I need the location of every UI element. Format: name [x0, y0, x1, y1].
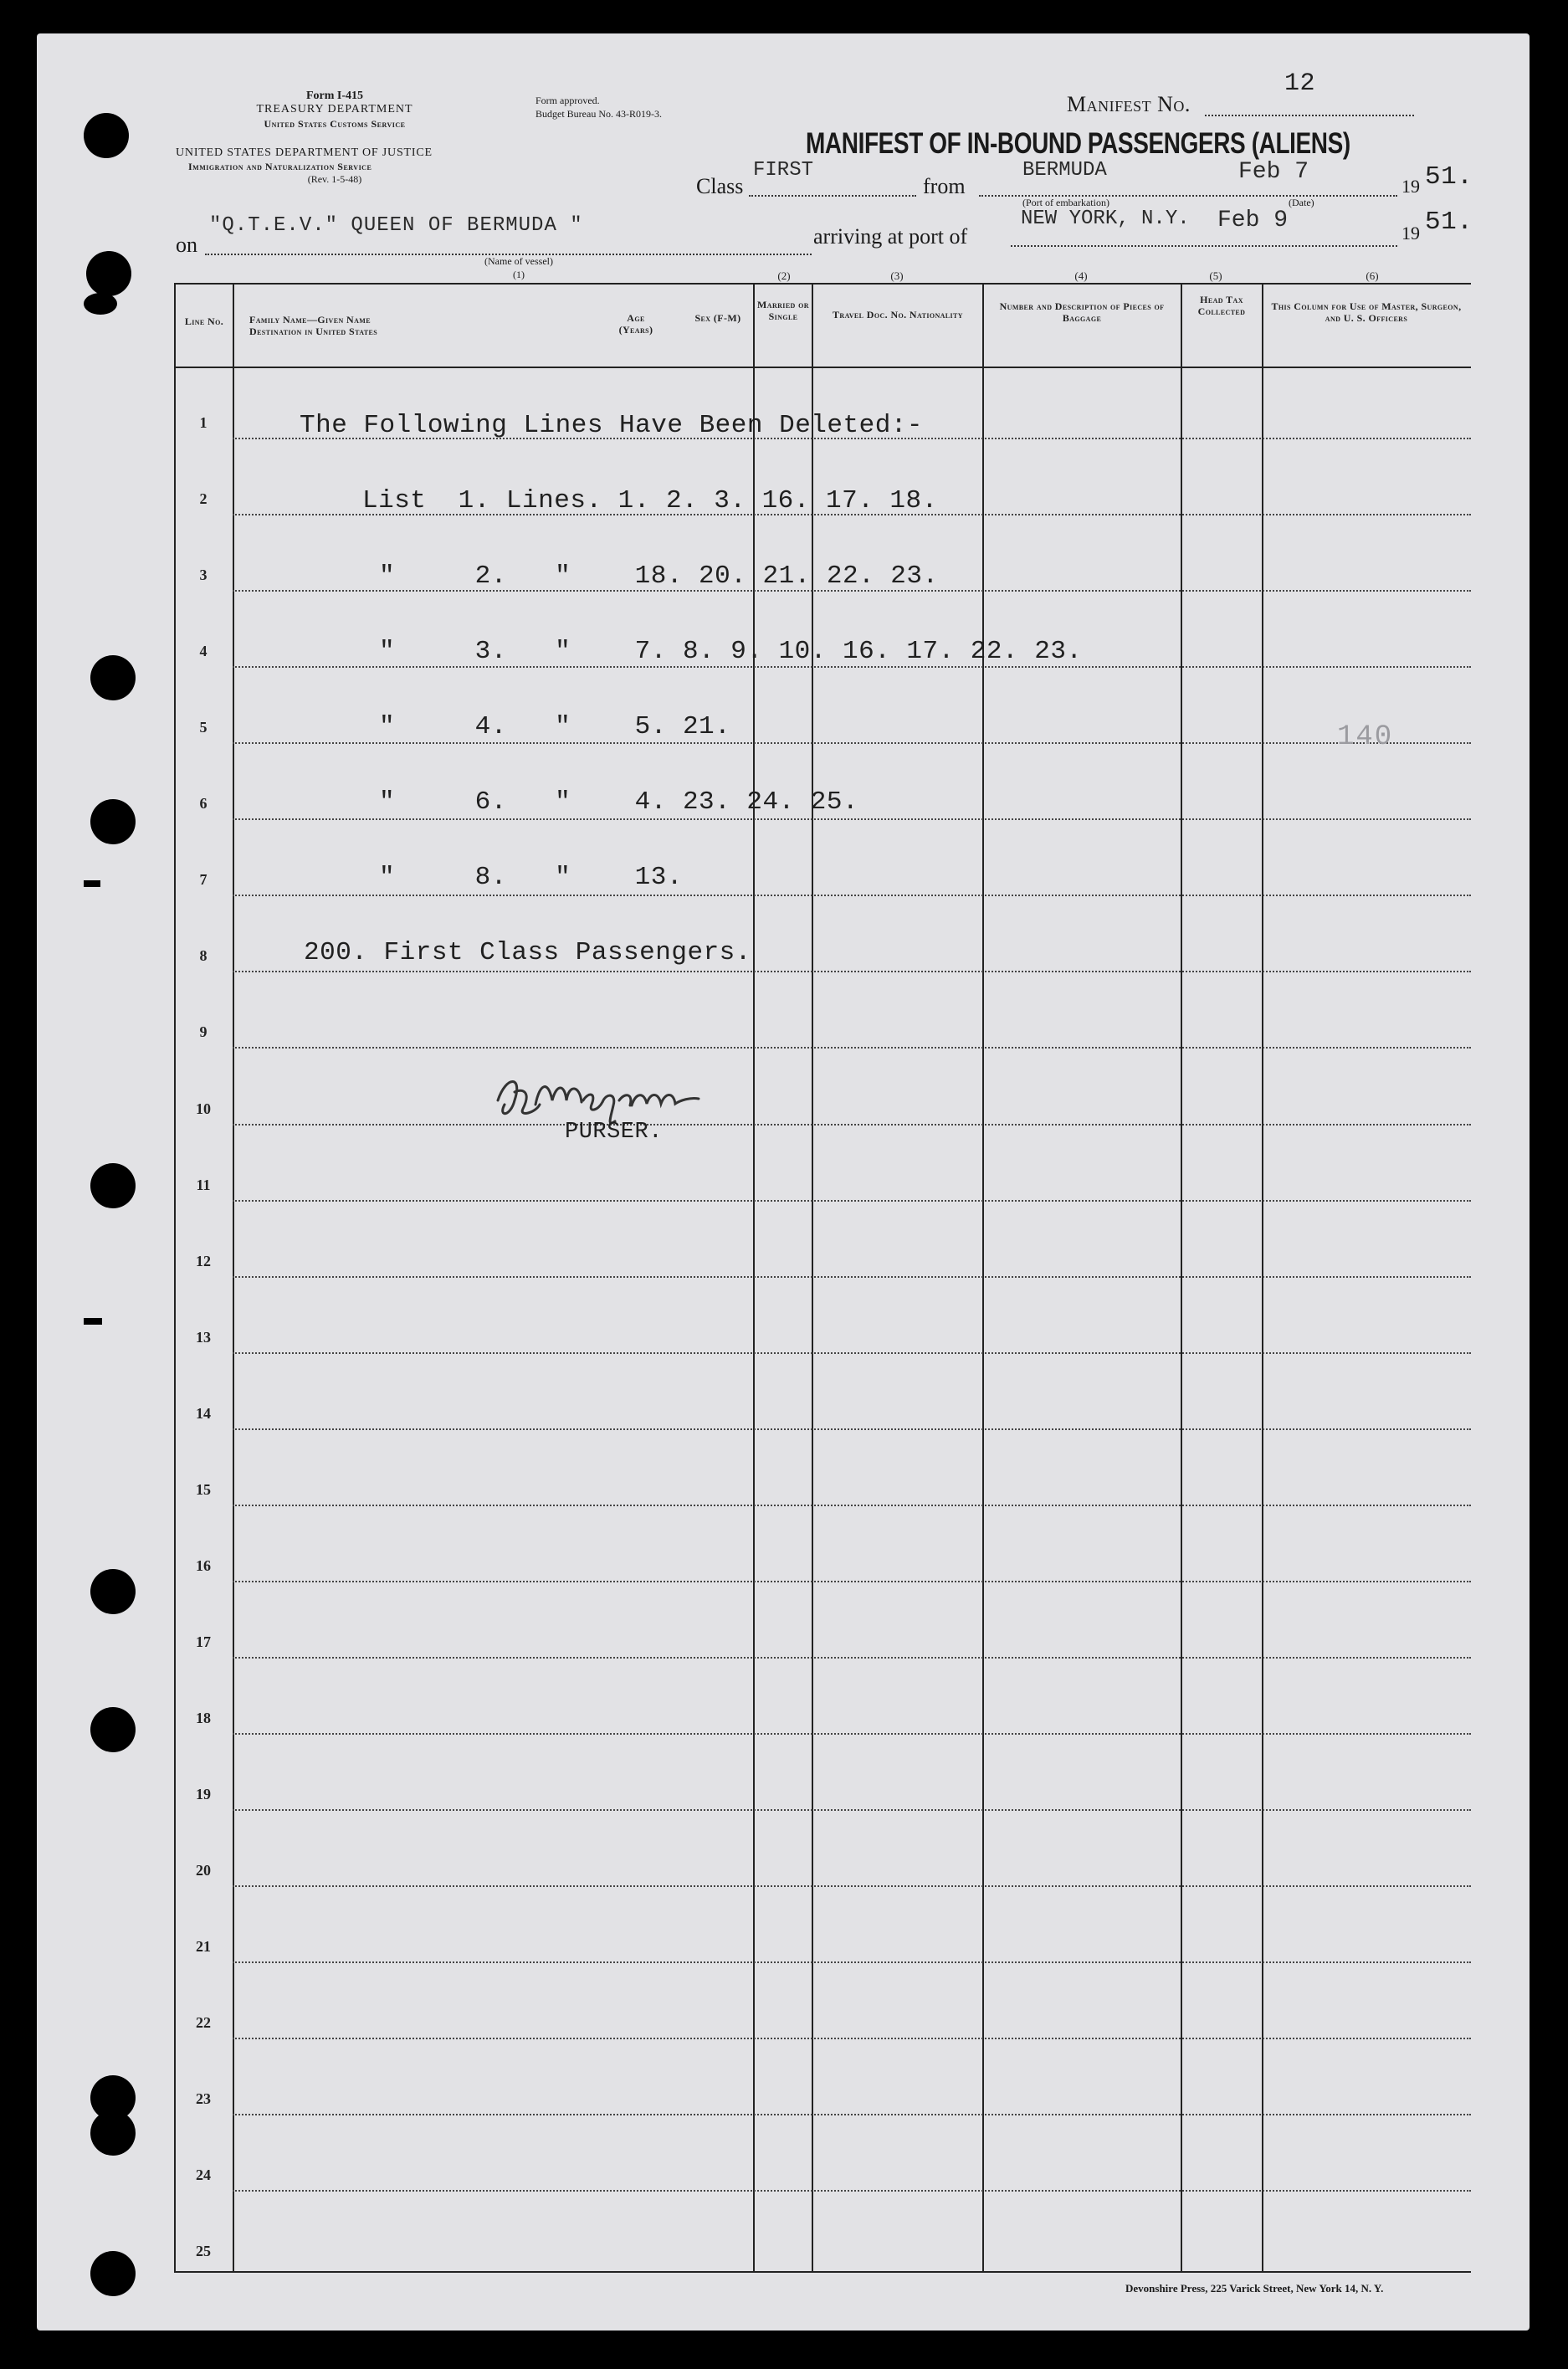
- line-number: 6: [199, 795, 208, 813]
- justice-dept: UNITED STATES DEPARTMENT OF JUSTICE: [176, 146, 433, 159]
- row-rule: [233, 1961, 1471, 1963]
- entry-line-5: " 4. " 5. 21.: [379, 712, 731, 741]
- row-rule: [233, 1505, 1471, 1506]
- year-from: 51.: [1425, 162, 1473, 192]
- from-date: Feb 7: [1238, 159, 1309, 185]
- manifest-no-line: [1205, 115, 1414, 116]
- binder-hole: [90, 2251, 136, 2296]
- year-prefix-to: 19: [1401, 223, 1420, 244]
- line-number: 20: [196, 1862, 211, 1879]
- table-bottom-border: [174, 2271, 1471, 2273]
- line-number: 2: [199, 490, 208, 508]
- binder-hole: [90, 799, 136, 844]
- row-rule: [233, 666, 1471, 668]
- row-rule: [233, 1276, 1471, 1278]
- line-number: 7: [199, 871, 208, 889]
- colnum-2: (2): [777, 269, 791, 282]
- line-number: 16: [196, 1556, 211, 1574]
- line-number: 5: [199, 719, 208, 736]
- header-officers: This Column for Use of Master, Surgeon, and U. S. Officers: [1271, 300, 1462, 324]
- customs-service: United States Customs Service: [264, 118, 406, 130]
- line-number: 8: [199, 947, 208, 965]
- table-header-border: [174, 367, 1471, 368]
- header-line-no: Line No.: [184, 315, 224, 327]
- header-travel-doc: Travel Doc. No. Nationality: [833, 309, 963, 320]
- line-number: 14: [196, 1404, 211, 1422]
- header-married: Married or Single: [757, 299, 809, 322]
- on-label: on: [176, 233, 197, 257]
- row-rule: [233, 1352, 1471, 1354]
- binder-hole: [90, 1569, 136, 1614]
- row-rule: [233, 1809, 1471, 1811]
- arriving-label: arriving at port of: [813, 224, 968, 249]
- colnum-6: (6): [1366, 269, 1379, 282]
- row-rule: [233, 2038, 1471, 2039]
- entry-line-2: List 1. Lines. 1. 2. 3. 16. 17. 18.: [362, 486, 938, 515]
- class-value: FIRST: [753, 159, 814, 182]
- line-number: 10: [196, 1100, 211, 1117]
- row-rule: [233, 895, 1471, 896]
- line-number: 21: [196, 1938, 211, 1956]
- binder-hole: [90, 1163, 136, 1208]
- line-number: 18: [196, 1709, 211, 1726]
- class-line: [749, 195, 916, 197]
- ins-service: Immigration and Naturalization Service: [188, 161, 372, 172]
- manifest-title: MANIFEST OF IN-BOUND PASSENGERS (ALIENS): [806, 127, 1350, 160]
- line-number: 25: [196, 2243, 211, 2260]
- col-divider: [233, 283, 234, 2273]
- line-number: 22: [196, 2014, 211, 2032]
- port-value: NEW YORK, N.Y.: [1021, 208, 1190, 230]
- page-stamp: 140: [1337, 721, 1394, 753]
- arriving-line: [1011, 245, 1397, 247]
- margin-mark: [84, 1318, 102, 1325]
- line-number: 11: [196, 1176, 211, 1193]
- row-rule: [233, 818, 1471, 820]
- col-divider: [1181, 283, 1182, 2273]
- binder-hole: [84, 113, 129, 158]
- line-number: 24: [196, 2166, 211, 2184]
- line-number: 19: [196, 1785, 211, 1802]
- header-baggage: Number and Description of Pieces of Baggage: [999, 300, 1165, 324]
- entry-line-6: " 6. " 4. 23. 24. 25.: [379, 787, 859, 817]
- line-number: 15: [196, 1480, 211, 1498]
- line-number: 9: [199, 1023, 208, 1041]
- row-rule: [233, 1657, 1471, 1659]
- col-divider: [982, 283, 984, 2273]
- binder-hole: [84, 293, 117, 315]
- header-head-tax: Head Tax Collected: [1197, 294, 1246, 317]
- line-number: 4: [199, 643, 208, 660]
- treasury-dept: TREASURY DEPARTMENT: [256, 103, 413, 115]
- row-rule: [233, 971, 1471, 972]
- row-rule: [233, 1047, 1471, 1049]
- row-rule: [233, 1733, 1471, 1735]
- line-number: 1: [199, 414, 208, 432]
- printer-imprint: Devonshire Press, 225 Varick Street, New York 14, N. Y.: [1125, 2282, 1384, 2295]
- row-rule: [233, 1428, 1471, 1430]
- vessel-colnum: (1): [513, 269, 525, 280]
- line-number: 12: [196, 1252, 211, 1269]
- binder-hole: [90, 1707, 136, 1752]
- year-to: 51.: [1425, 208, 1473, 237]
- binder-hole: [90, 655, 136, 700]
- colnum-4: (4): [1074, 269, 1088, 282]
- margin-mark: [84, 880, 100, 887]
- table-top-border: [174, 283, 1471, 285]
- col-divider: [1262, 283, 1263, 2273]
- row-rule: [233, 742, 1471, 744]
- budget-bureau: Budget Bureau No. 43-R019-3.: [535, 108, 662, 120]
- colnum-5: (5): [1209, 269, 1222, 282]
- entry-line-3: " 2. " 18. 20. 21. 22. 23.: [379, 561, 939, 591]
- header-name: Family Name—Given Name: [249, 314, 371, 326]
- year-prefix-from: 19: [1401, 176, 1420, 197]
- from-label: from: [923, 174, 966, 198]
- header-age: Age (Years): [618, 312, 653, 336]
- vessel-value: "Q.T.E.V." QUEEN OF BERMUDA ": [209, 214, 583, 237]
- line-number: 3: [199, 567, 208, 584]
- line-number: 23: [196, 2090, 211, 2108]
- entry-line-4: " 3. " 7. 8. 9. 10. 16. 17. 22. 23.: [379, 637, 1083, 666]
- row-rule: [233, 1581, 1471, 1582]
- line-number: 17: [196, 1633, 211, 1650]
- arrival-date: Feb 9: [1217, 208, 1289, 233]
- form-number: Form I-415: [305, 90, 364, 102]
- binder-hole: [86, 251, 131, 296]
- binder-hole: [90, 2110, 136, 2156]
- entry-line-8: 200. First Class Passengers.: [304, 938, 751, 967]
- class-label: Class: [696, 174, 744, 198]
- manifest-no-label: Manifest No.: [1067, 92, 1191, 116]
- row-rule: [233, 1124, 1471, 1126]
- line-number: 13: [196, 1328, 211, 1346]
- purser-label: PURSER.: [565, 1120, 663, 1145]
- entry-line-1: The Following Lines Have Been Deleted:-: [300, 411, 924, 440]
- manifest-no-value: 12: [1284, 69, 1316, 98]
- header-sex: Sex (F-M): [694, 312, 741, 324]
- form-approved: Form approved.: [535, 95, 600, 106]
- colnum-3: (3): [890, 269, 904, 282]
- entry-line-7: " 8. " 13.: [379, 863, 683, 892]
- header-destination: Destination in United States: [249, 326, 378, 337]
- vessel-caption: (Name of vessel): [484, 255, 553, 267]
- row-rule: [233, 1885, 1471, 1887]
- row-rule: [233, 2190, 1471, 2192]
- row-rule: [233, 2114, 1471, 2115]
- from-value: BERMUDA: [1022, 159, 1107, 182]
- form-revision: (Rev. 1-5-48): [307, 173, 362, 185]
- date-caption: (Date): [1289, 197, 1314, 208]
- port-embark-caption: (Port of embarkation): [1022, 197, 1109, 208]
- row-rule: [233, 1200, 1471, 1202]
